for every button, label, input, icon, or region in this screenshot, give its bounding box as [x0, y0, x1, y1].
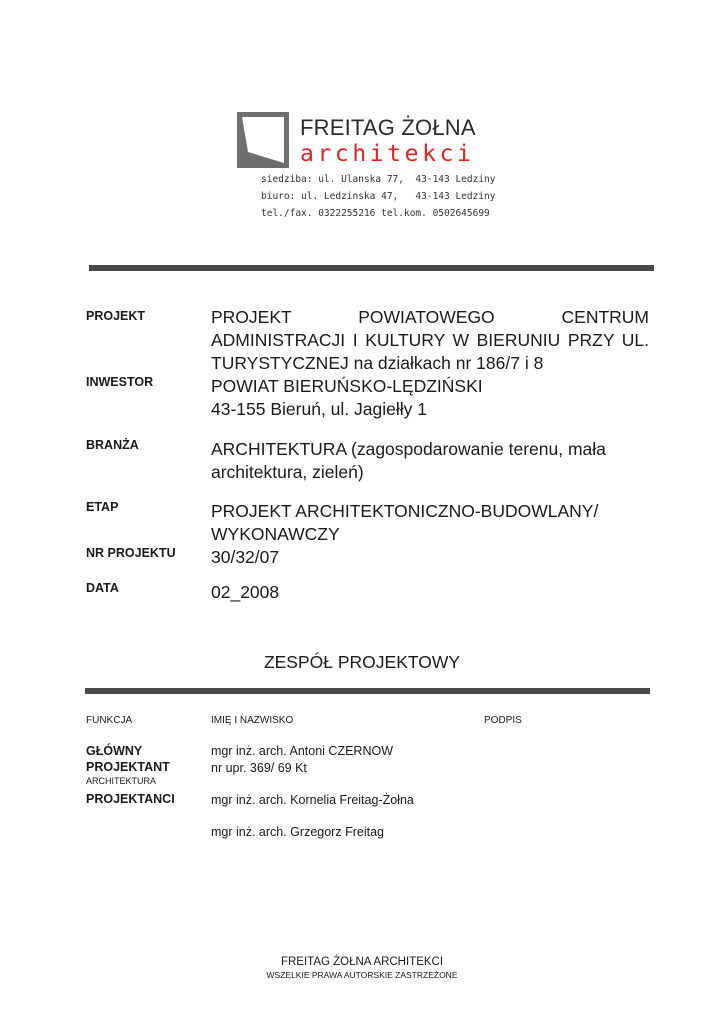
etap-line-2: WYKONAWCZY [211, 524, 340, 544]
address-line-bureau: biuro: ul. Ledzinska 47, 43-143 Ledziny [261, 191, 496, 202]
etap-label: ETAP [86, 500, 119, 514]
address-line-phone: tel./fax. 0322255216 tel.kom. 0502645699 [261, 208, 490, 219]
data-value: 02_2008 [211, 582, 280, 602]
branza-line-2: architektura, zieleń) [211, 462, 364, 482]
footer-copyright: WSZELKIE PRAWA AUTORSKIE ZASTRZEŻONE [266, 970, 458, 980]
team-heading: ZESPÓŁ PROJEKTOWY [263, 652, 461, 672]
branza-label: BRANŻA [86, 438, 139, 452]
glowny-label: GŁÓWNY [86, 744, 143, 758]
firm-subtitle: architekci [300, 141, 475, 167]
designer-2-name: mgr inż. arch. Grzegorz Freitag [211, 825, 384, 839]
col-function: FUNKCJA [86, 715, 133, 726]
projektant-label: PROJEKTANT [86, 760, 170, 774]
projekt-value: PROJEKT POWIATOWEGO CENTRUM ADMINISTRACJI I KULTURY W BIERUNIU PRZY UL. TURYSTYCZNEJ na działkach nr 186/7 i 8 [211, 307, 649, 373]
etap-line-1: PROJEKT ARCHITEKTONICZNO-BUDOWLANY/ [211, 501, 599, 521]
col-name: IMIĘ I NAZWISKO [211, 715, 294, 726]
projektanci-label: PROJEKTANCI [86, 792, 175, 806]
architektura-label: ARCHITEKTURA [86, 776, 157, 786]
footer-firm-name: FREITAG ŻOŁNA ARCHITEKCI [280, 956, 444, 968]
main-designer-license: nr upr. 369/ 69 Kt [211, 761, 307, 775]
nr-projektu-value: 30/32/07 [211, 547, 280, 567]
designer-1-name: mgr inż. arch. Kornelia Freitag-Żołna [211, 793, 414, 807]
nr-projektu-label: NR PROJEKTU [86, 546, 176, 560]
address-line-office: siedziba: ul. Ulanska 77, 43-143 Ledziny [261, 174, 496, 185]
branza-line-1: ARCHITEKTURA (zagospodarowanie terenu, mała [211, 439, 606, 459]
main-designer-name: mgr inż. arch. Antoni CZERNOW [211, 744, 393, 758]
inwestor-line-1: POWIAT BIERUŃSKO-LĘDZIŃSKI [211, 376, 483, 396]
col-signature: PODPIS [484, 715, 522, 726]
firm-name: FREITAG ŻOŁNA [300, 115, 476, 140]
inwestor-label: INWESTOR [86, 375, 154, 389]
header-divider [89, 265, 654, 271]
inwestor-line-2: 43-155 Bieruń, ul. Jagiełły 1 [211, 399, 427, 419]
team-divider [85, 688, 650, 694]
firm-logo-mark [237, 112, 289, 168]
projekt-label: PROJEKT [86, 309, 146, 323]
data-label: DATA [86, 581, 119, 595]
